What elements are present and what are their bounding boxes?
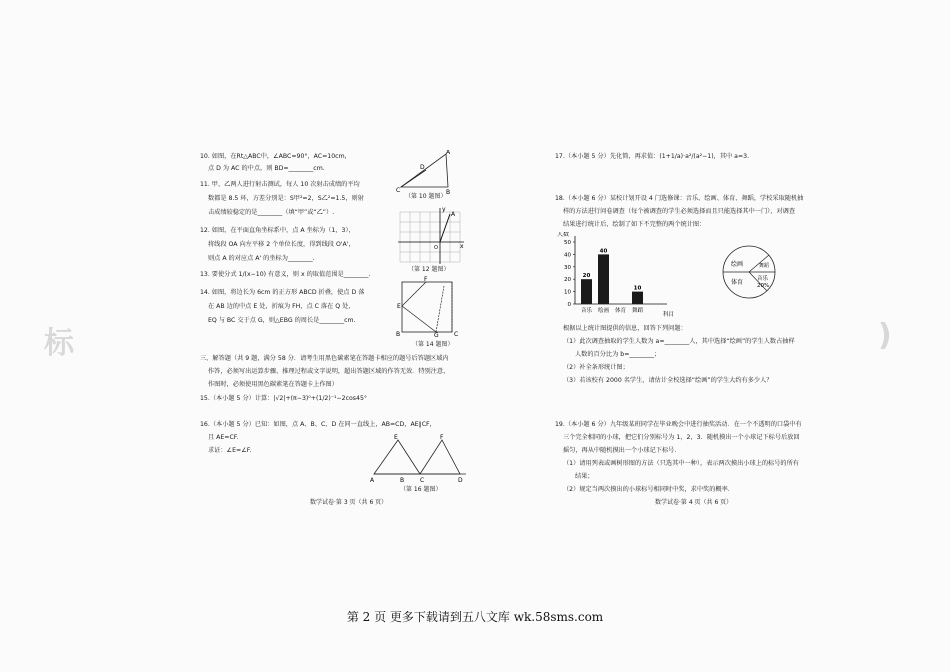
- fig12-caption: （第 12 题图）: [408, 266, 450, 273]
- y-axis-label: 人数: [557, 232, 570, 238]
- y-tick-label: 40: [564, 252, 571, 259]
- q18-line3: 结果进行统计后，绘制了如下不完整的两个统计图：: [563, 221, 706, 228]
- q18-line1: 18.（本小题 6 分）某校计划开设 4 门选修课：音乐、绘画、体育、舞蹈，学校采取随机抽: [555, 195, 804, 202]
- q14-line3: EQ 与 BC 交于点 G，则△EBG 的周长是________cm.: [208, 317, 356, 324]
- q18-question-3: （3）若该校有 2000 名学生，请估计全校选择“绘画”的学生大约有多少人？: [563, 377, 773, 384]
- q13-line: 13. 要使分式 1/(x−10) 有意义，则 x 的取值范围是________.: [200, 271, 371, 278]
- fig14-folded-square: [396, 276, 466, 338]
- bar-value-label: 40: [599, 248, 608, 255]
- q16-line3: 求证：∠E=∠F.: [208, 447, 252, 454]
- y-tick-label: 30: [564, 264, 571, 271]
- faint-watermark-right: ): [878, 318, 892, 353]
- q18-question-intro: 根据以上统计图提供的信息，回答下列问题：: [563, 325, 687, 332]
- y-tick-label: 50: [564, 240, 571, 246]
- q19-line3: 摇匀，再从中随机摸出一个小球记下标号．: [563, 447, 681, 454]
- svg-text:B: B: [400, 477, 405, 484]
- q16-line2: 且 AE=CF.: [208, 434, 239, 441]
- bar-value-label: 20: [582, 273, 591, 280]
- svg-text:y: y: [442, 206, 446, 213]
- pie-label-dance: 舞蹈: [759, 263, 770, 269]
- q19-line5: 结果；: [575, 473, 594, 480]
- q11-line2: 数都是 8.5 环，方差分别是：S甲²=2，S乙²=1.5，则射: [208, 195, 364, 202]
- bar-value-label: 10: [633, 285, 642, 292]
- x-tick-label: 绘画: [597, 308, 610, 314]
- svg-text:B: B: [396, 331, 401, 338]
- svg-text:x: x: [460, 243, 464, 250]
- q18-question-1b: 人数的百分比为 b=________；: [575, 351, 661, 358]
- section3-line1: 三、解答题（共 9 题，满分 58 分．请考生用黑色碳素笔在答题卡相应的题号后答题区域内: [200, 355, 449, 362]
- q10-line2: 点 D 为 AC 的中点，则 BD=________cm.: [208, 165, 325, 172]
- bar-3: [632, 292, 643, 304]
- fig16-caption: （第 16 题图）: [400, 486, 442, 493]
- bar-0: [581, 279, 592, 304]
- svg-text:A: A: [446, 150, 451, 156]
- right-page: [555, 150, 915, 510]
- q19-line1: 19.（本小题 6 分）九年级某班同学在毕业晚会中进行抽奖活动．在一个不透明的口袋中有: [555, 421, 802, 428]
- svg-text:G: G: [434, 332, 439, 338]
- q18-question-2: （2）补全条形统计图；: [563, 364, 629, 371]
- q15-line: 15.（本小题 5 分）计算：|√2|+(π−3)⁰+(1/2)⁻¹−2cos45°: [200, 395, 368, 402]
- pie-label-music: 音乐: [757, 276, 769, 282]
- section3-line2: 作答，必须写出运算步骤、推理过程或文字说明，超出答题区域的作答无效．特别注意，: [208, 368, 450, 375]
- svg-text:B: B: [446, 189, 451, 194]
- y-tick-label: 0: [567, 302, 571, 308]
- svg-text:C: C: [396, 187, 401, 194]
- q18-line2: 样的方法进行问卷调查（每个被调查的学生必须选择而且只能选择其中一门），对调查: [563, 208, 796, 215]
- q16-line1: 16.（本小题 5 分）已知：如图，点 A、B、C、D 在同一直线上，AB=CD，AE∥CF，: [200, 421, 436, 428]
- right-page-footer: 数学试卷·第 4 页（共 6 页）: [655, 499, 733, 506]
- q17-line: 17.（本小题 5 分）先化简，再求值：(1+1/a)·a²/(a²−1)，其中 a=3.: [555, 153, 750, 160]
- q19-line4: （1）请用列表或画树形图的方法（只选其中一种），表示两次摸出小球上的标号的所有: [563, 460, 799, 467]
- pie-label-painting: 绘画: [731, 261, 744, 268]
- svg-text:E: E: [394, 434, 398, 441]
- q18-question-1a: （1）此次调查抽取的学生人数为 a=________人，其中选择“绘画”的学生人数占抽样: [563, 338, 795, 345]
- fig10-caption: （第 10 题图）: [405, 193, 447, 200]
- q14-line1: 14. 如图，将边长为 6cm 的正方形 ABCD 折叠，使点 D 落: [200, 289, 365, 296]
- fig10-triangle: [396, 150, 456, 194]
- svg-text:F: F: [424, 276, 428, 283]
- svg-text:F: F: [440, 434, 444, 441]
- svg-text:A: A: [370, 477, 375, 484]
- y-tick-label: 10: [564, 289, 571, 296]
- x-tick-label: 舞蹈: [631, 308, 644, 314]
- download-notice: 第 2 页 更多下载请到五八文库 wk.58sms.com: [346, 610, 604, 624]
- left-page-footer: 数学试卷·第 3 页（共 6 页）: [310, 499, 388, 506]
- svg-text:E: E: [397, 303, 401, 310]
- section3-line3: 作图时，必须使用黑色碳素笔在答题卡上作图）: [208, 381, 338, 388]
- q12-line2: 将线段 OA 向左平移 2 个单位长度，得到线段 O'A'，: [208, 241, 355, 248]
- q19-line6: （2）规定当两次摸出的小球标号相同时中奖，求中奖的概率．: [563, 486, 734, 493]
- q11-line3: 击成绩较稳定的是________（填“甲”或“乙”）.: [208, 209, 335, 216]
- bar-1: [598, 254, 609, 304]
- survey-pie-chart: [715, 242, 785, 302]
- svg-text:C: C: [454, 331, 459, 338]
- fig12-coordinate-grid: [396, 206, 466, 266]
- fig14-caption: （第 14 题图）: [412, 341, 454, 348]
- q12-line1: 12. 如图，在平面直角坐标系中，点 A 坐标为（1，3），: [200, 227, 355, 234]
- y-tick-label: 20: [564, 277, 571, 284]
- x-tick-label: 音乐: [580, 308, 593, 314]
- q14-line2: 在 AB 边的中点 E 处，折痕为 FH，点 C 落在 Q 处，: [208, 303, 355, 310]
- pie-music-percent: 20%: [757, 283, 770, 289]
- pie-label-sports: 体育: [731, 279, 744, 286]
- q10-line1: 10. 如图，在Rt△ABC中，∠ABC=90°，AC=10cm，: [200, 153, 351, 160]
- x-axis-label: 科目: [663, 312, 675, 318]
- survey-bar-chart: [557, 232, 677, 318]
- svg-text:A: A: [451, 211, 456, 218]
- left-page: [200, 150, 560, 510]
- x-tick-label: 体育: [614, 308, 627, 314]
- svg-text:C: C: [420, 477, 425, 484]
- svg-text:D: D: [420, 164, 425, 171]
- q11-line1: 11. 甲、乙两人进行射击测试，每人 10 次射击成绩的平均: [200, 181, 360, 188]
- faint-watermark-left: 标: [44, 326, 74, 361]
- svg-text:D: D: [458, 477, 463, 484]
- fig16-two-triangles: [370, 432, 470, 484]
- q12-line3: 则点 A 的对应点 A' 的坐标为________.: [208, 255, 315, 262]
- svg-text:O: O: [434, 245, 438, 251]
- q19-line2: 三个完全相同的小球，把它们分别标号为 1，2，3．随机摸出一个小球记下标号后放回: [563, 434, 800, 441]
